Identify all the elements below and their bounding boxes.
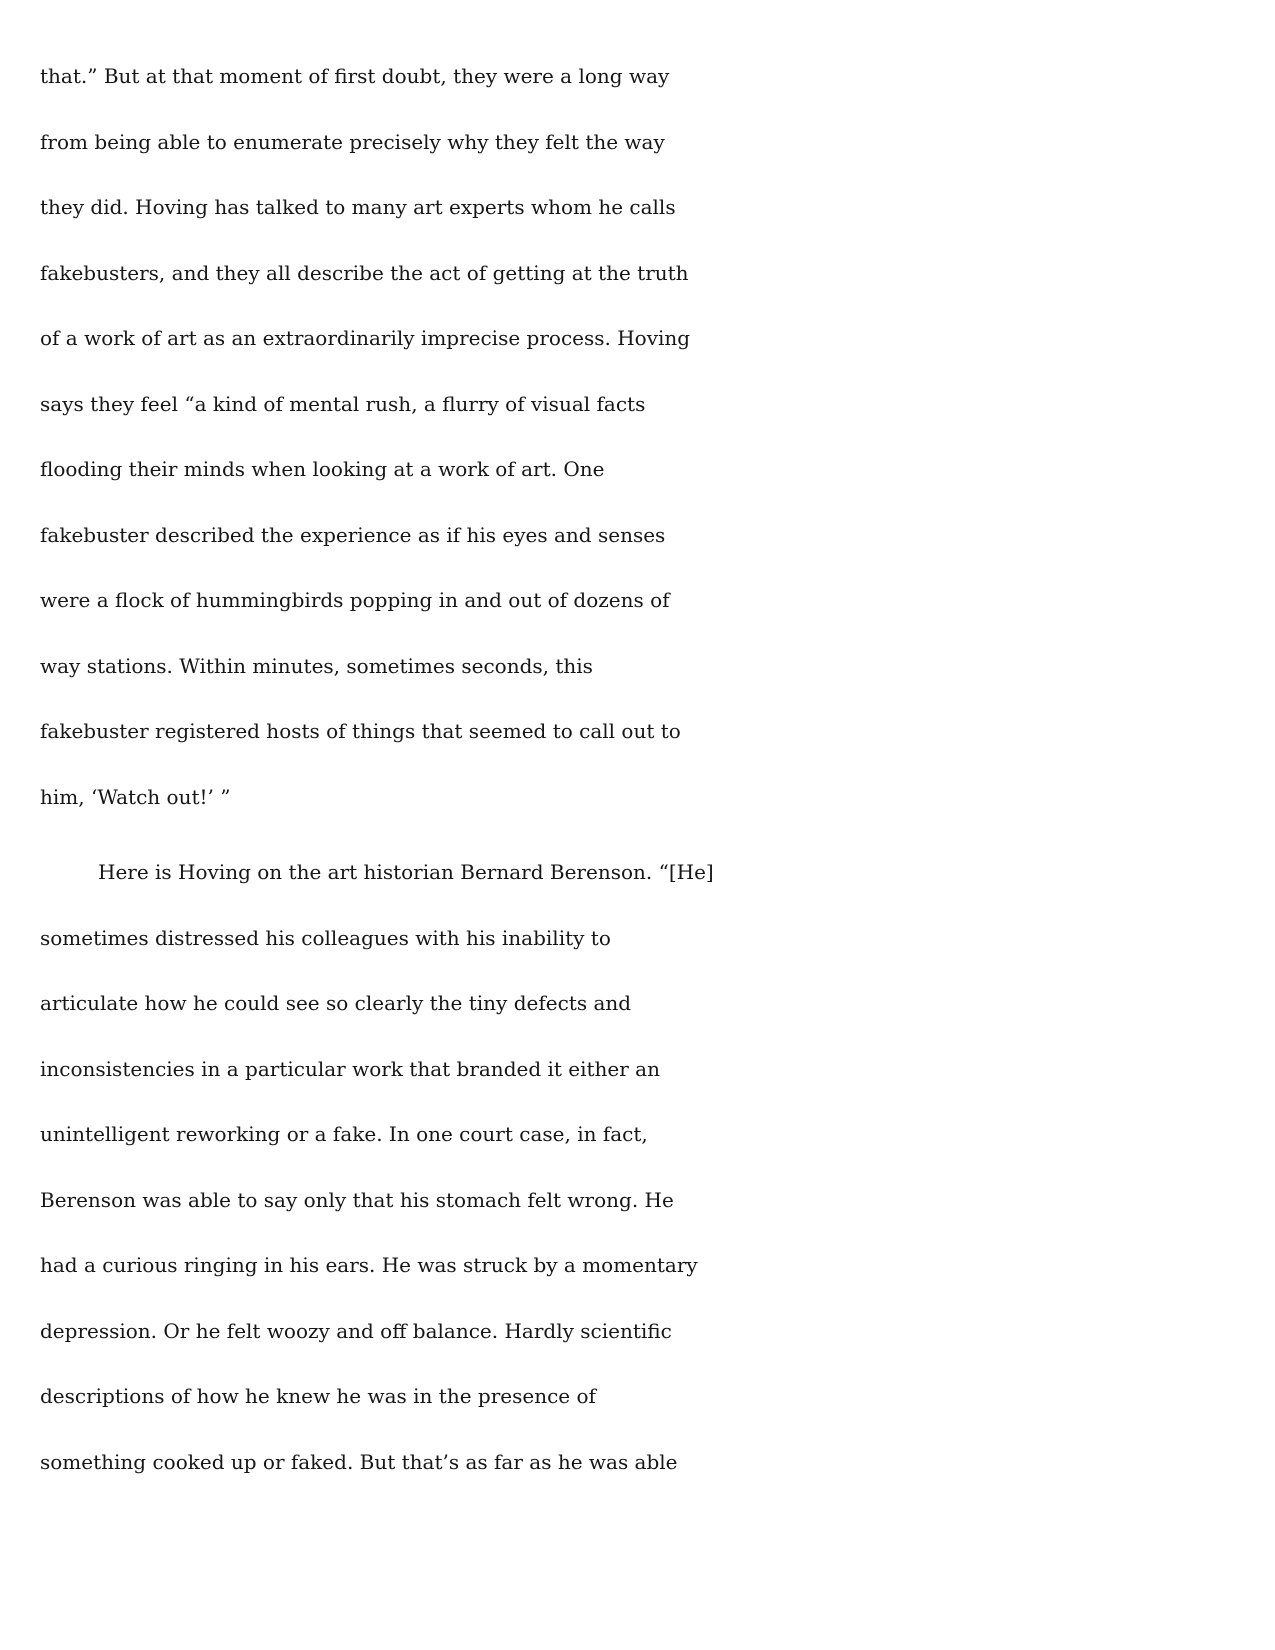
text-line: says they feel “a kind of mental rush, a flurry of visual facts: [40, 391, 646, 416]
paragraph-1: [40, 44, 1240, 830]
text-line: of a work of art as an extraordinarily imprecise process. Hoving: [40, 326, 691, 350]
text-line: fakebuster registered hosts of things that seemed to call out to: [40, 719, 681, 743]
text-line: Berenson was able to say only that his stomach felt wrong. He: [40, 1187, 674, 1212]
text-line: him, ‘Watch out!’ ”: [40, 784, 231, 809]
text-line: that.” But at that moment of first doubt, they were a long way: [40, 64, 670, 88]
text-line: depression. Or he felt woozy and off balance. Hardly scientific: [40, 1318, 672, 1343]
text-line: had a curious ringing in his ears. He was struck by a momentary: [40, 1253, 698, 1277]
book-page: [40, 44, 1240, 1495]
text-line: they did. Hoving has talked to many art experts whom he calls: [40, 195, 676, 219]
text-line: descriptions of how he knew he was in the presence of: [40, 1384, 596, 1408]
text-line: inconsistencies in a particular work that branded it either an: [40, 1056, 660, 1081]
text-line: something cooked up or faked. But that’s as far as he was able: [40, 1449, 678, 1474]
text-line: articulate how he could see so clearly the tiny defects and: [40, 991, 632, 1015]
text-line: unintelligent reworking or a fake. In one court case, in fact,: [40, 1122, 648, 1146]
text-line-indented: Here is Hoving on the art historian Bernard Berenson. “[He]: [98, 860, 714, 884]
text-line: from being able to enumerate precisely why they felt the way: [40, 129, 665, 154]
text-line: were a flock of hummingbirds popping in and out of dozens of: [40, 588, 670, 612]
text-line: sometimes distressed his colleagues with his inability to: [40, 925, 611, 950]
text-line: fakebuster described the experience as if his eyes and senses: [40, 522, 666, 547]
paragraph-gap: [40, 830, 1240, 840]
text-line: flooding their minds when looking at a work of art. One: [40, 457, 605, 481]
paragraph-2: [40, 840, 1240, 1495]
text-line: way stations. Within minutes, sometimes seconds, this: [40, 653, 593, 678]
text-line: fakebusters, and they all describe the act of getting at the truth: [40, 260, 689, 285]
